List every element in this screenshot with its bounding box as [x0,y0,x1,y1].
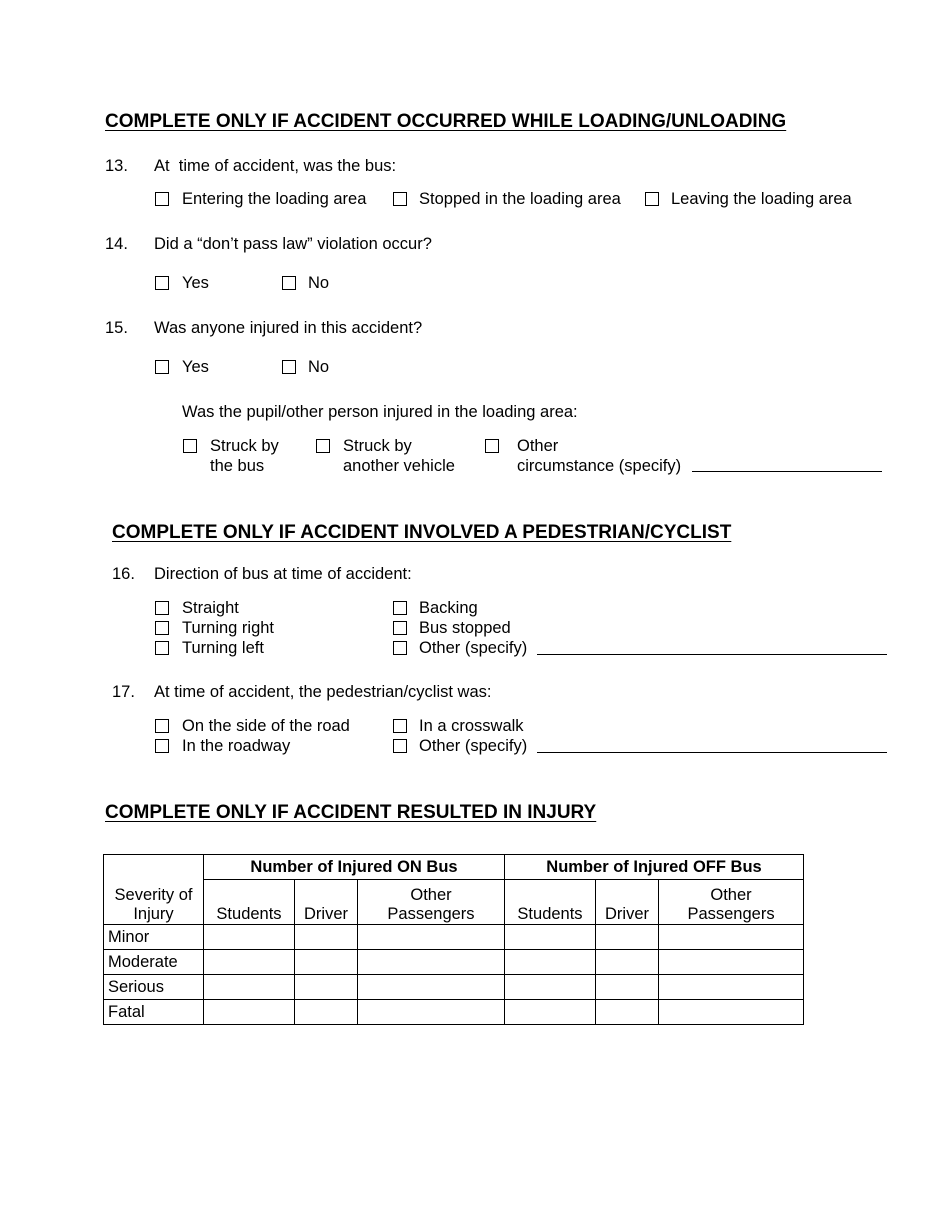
q16-number: 16. [112,565,135,583]
minor-off-students-cell[interactable] [505,925,596,950]
q17-number: 17. [112,683,135,701]
q16-other-label: Other (specify) [419,639,528,657]
table-row [104,1000,804,1025]
minor-off-other-cell[interactable] [659,925,804,950]
q17-crosswalk-label: In a crosswalk [419,717,524,735]
q16-straight-label: Straight [182,599,239,617]
serious-off-students-cell[interactable] [505,975,596,1000]
on-students-header: Students [204,880,295,925]
moderate-off-students-cell[interactable] [505,950,596,975]
q17-other-specify-line[interactable] [537,752,887,753]
on-bus-group-header: Number of Injured ON Bus [204,855,505,880]
q15-text: Was anyone injured in this accident? [154,319,423,337]
fatal-off-driver-cell[interactable] [596,1000,659,1025]
q15-yes-label: Yes [182,358,209,376]
moderate-on-other-cell[interactable] [358,950,505,975]
minor-on-students-cell[interactable] [204,925,295,950]
on-other-header-line1: Other [410,886,452,904]
q13-text: At time of accident, was the bus: [154,157,397,175]
q15-struck-bus-checkbox[interactable] [183,439,197,453]
q16-text: Direction of bus at time of accident: [154,565,412,583]
q13-stopped-label: Stopped in the loading area [419,190,621,208]
injury-table [103,854,804,1025]
row-label-fatal: Fatal [104,1000,204,1025]
q15-other-label-1: Other [517,437,559,455]
q17-roadway-checkbox[interactable] [155,739,169,753]
q17-side-road-label: On the side of the road [182,717,350,735]
q15-struck-vehicle-checkbox[interactable] [316,439,330,453]
q17-crosswalk-checkbox[interactable] [393,719,407,733]
severity-header [104,855,204,925]
q17-side-road-checkbox[interactable] [155,719,169,733]
table-row [104,950,804,975]
q16-bus-stopped-checkbox[interactable] [393,621,407,635]
serious-on-students-cell[interactable] [204,975,295,1000]
row-label-minor: Minor [104,925,204,950]
row-label-moderate: Moderate [104,950,204,975]
q15-struck-vehicle-label-2: another vehicle [343,457,455,475]
q17-other-label: Other (specify) [419,737,528,755]
q16-backing-checkbox[interactable] [393,601,407,615]
q15-sub-question: Was the pupil/other person injured in the loading area: [182,403,578,421]
q16-turning-left-label: Turning left [182,639,264,657]
q13-entering-checkbox[interactable] [155,192,169,206]
section-loading-heading: COMPLETE ONLY IF ACCIDENT OCCURRED WHILE LOADING/UNLOADING [105,111,787,132]
q15-other-checkbox[interactable] [485,439,499,453]
q13-leaving-checkbox[interactable] [645,192,659,206]
off-other-passengers-header [659,880,804,925]
q16-turning-left-checkbox[interactable] [155,641,169,655]
fatal-on-students-cell[interactable] [204,1000,295,1025]
q13-number: 13. [105,157,128,175]
moderate-off-other-cell[interactable] [659,950,804,975]
minor-on-other-cell[interactable] [358,925,505,950]
q16-turning-right-checkbox[interactable] [155,621,169,635]
off-bus-group-header: Number of Injured OFF Bus [505,855,804,880]
q14-number: 14. [105,235,128,253]
table-row [104,975,804,1000]
section-pedestrian-heading: COMPLETE ONLY IF ACCIDENT INVOLVED A PEDESTRIAN/CYCLIST [112,522,732,543]
q14-text: Did a “don’t pass law” violation occur? [154,235,432,253]
on-driver-header: Driver [295,880,358,925]
q16-turning-right-label: Turning right [182,619,275,637]
q15-other-specify-line[interactable] [692,471,882,472]
q15-struck-bus-label-2: the bus [210,457,265,475]
severity-header-line1: Severity of [114,886,193,904]
moderate-on-driver-cell[interactable] [295,950,358,975]
off-other-header-line2: Passengers [687,905,775,923]
row-label-serious: Serious [104,975,204,1000]
serious-on-other-cell[interactable] [358,975,505,1000]
moderate-off-driver-cell[interactable] [596,950,659,975]
fatal-on-driver-cell[interactable] [295,1000,358,1025]
serious-on-driver-cell[interactable] [295,975,358,1000]
q14-no-checkbox[interactable] [282,276,296,290]
severity-header-line2: Injury [133,905,174,923]
fatal-off-students-cell[interactable] [505,1000,596,1025]
q16-other-specify-line[interactable] [537,654,887,655]
fatal-off-other-cell[interactable] [659,1000,804,1025]
minor-off-driver-cell[interactable] [596,925,659,950]
q13-leaving-label: Leaving the loading area [671,190,852,208]
q14-no-label: No [308,274,330,292]
q14-yes-checkbox[interactable] [155,276,169,290]
q15-number: 15. [105,319,128,337]
q14-yes-label: Yes [182,274,209,292]
q16-other-checkbox[interactable] [393,641,407,655]
on-other-passengers-header [358,880,505,925]
q13-entering-label: Entering the loading area [182,190,367,208]
on-other-header-line2: Passengers [387,905,475,923]
off-other-header-line1: Other [710,886,752,904]
serious-off-other-cell[interactable] [659,975,804,1000]
fatal-on-other-cell[interactable] [358,1000,505,1025]
q15-yes-checkbox[interactable] [155,360,169,374]
q15-other-label-2: circumstance (specify) [517,457,682,475]
q15-struck-bus-label-1: Struck by [210,437,279,455]
off-students-header: Students [505,880,596,925]
q17-text: At time of accident, the pedestrian/cyclist was: [154,683,492,701]
q17-roadway-label: In the roadway [182,737,291,755]
q15-struck-vehicle-label-1: Struck by [343,437,412,455]
q15-no-label: No [308,358,330,376]
section-injury-heading: COMPLETE ONLY IF ACCIDENT RESULTED IN INJURY [105,802,597,823]
q17-other-checkbox[interactable] [393,739,407,753]
q13-stopped-checkbox[interactable] [393,192,407,206]
serious-off-driver-cell[interactable] [596,975,659,1000]
q15-no-checkbox[interactable] [282,360,296,374]
minor-on-driver-cell[interactable] [295,925,358,950]
table-row [104,925,804,950]
q16-backing-label: Backing [419,599,478,617]
moderate-on-students-cell[interactable] [204,950,295,975]
q16-bus-stopped-label: Bus stopped [419,619,511,637]
q16-straight-checkbox[interactable] [155,601,169,615]
off-driver-header: Driver [596,880,659,925]
